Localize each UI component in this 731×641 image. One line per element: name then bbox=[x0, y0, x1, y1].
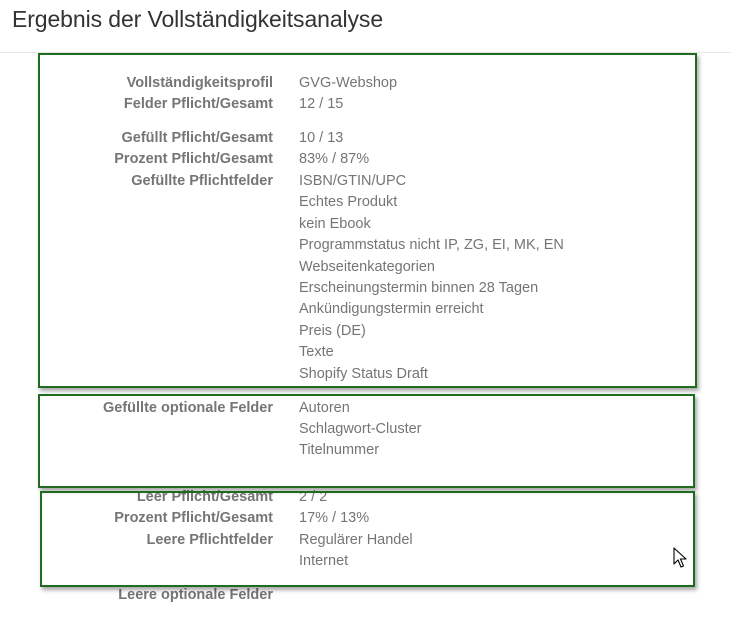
fields-value: 12 / 15 bbox=[299, 96, 344, 112]
title-divider bbox=[0, 52, 731, 53]
empty-required-list-row bbox=[0, 530, 731, 551]
filled-value: 10 / 13 bbox=[299, 130, 344, 146]
list-item bbox=[0, 551, 731, 572]
list-item bbox=[0, 321, 731, 342]
percent-row bbox=[0, 149, 731, 170]
list-item bbox=[0, 364, 731, 385]
empty-row bbox=[0, 487, 731, 508]
empty-label: Leer Pflicht/Gesamt bbox=[136, 489, 273, 505]
list-item bbox=[0, 257, 731, 278]
empty-percent-value: 17% / 13% bbox=[299, 510, 370, 526]
percent-label: Prozent Pflicht/Gesamt bbox=[114, 151, 273, 167]
empty-required-item: Internet bbox=[299, 553, 349, 569]
filled-optional-item: Autoren bbox=[299, 400, 350, 416]
empty-optional-list-label: Leere optionale Felder bbox=[118, 587, 273, 603]
filled-optional-list-row bbox=[0, 398, 731, 419]
fields-label: Felder Pflicht/Gesamt bbox=[123, 96, 273, 112]
filled-required-item: ISBN/GTIN/UPC bbox=[299, 173, 407, 189]
filled-required-item: Echtes Produkt bbox=[299, 194, 398, 210]
list-item bbox=[0, 192, 731, 213]
profile-label: Vollständigkeitsprofil bbox=[126, 75, 273, 91]
filled-optional-item: Titelnummer bbox=[299, 442, 380, 458]
page-title: Ergebnis der Vollständigkeitsanalyse bbox=[12, 6, 384, 32]
fields-row bbox=[0, 94, 731, 115]
filled-optional-item: Schlagwort-Cluster bbox=[299, 421, 422, 437]
filled-label: Gefüllt Pflicht/Gesamt bbox=[121, 130, 273, 146]
list-item bbox=[0, 278, 731, 299]
list-item bbox=[0, 440, 731, 461]
empty-required-item: Regulärer Handel bbox=[299, 532, 413, 548]
empty-value: 2 / 2 bbox=[299, 489, 328, 505]
filled-required-list-row bbox=[0, 171, 731, 192]
filled-required-item: Erscheinungstermin binnen 28 Tagen bbox=[299, 280, 539, 296]
list-item bbox=[0, 419, 731, 440]
percent-value: 83% / 87% bbox=[299, 151, 370, 167]
filled-required-item: Ankündigungstermin erreicht bbox=[299, 301, 484, 317]
filled-required-item: Preis (DE) bbox=[299, 323, 366, 339]
list-item bbox=[0, 299, 731, 320]
empty-percent-label: Prozent Pflicht/Gesamt bbox=[114, 510, 273, 526]
filled-row bbox=[0, 128, 731, 149]
empty-percent-row bbox=[0, 508, 731, 529]
filled-required-item: Texte bbox=[299, 344, 334, 360]
list-item bbox=[0, 214, 731, 235]
filled-required-item: Programmstatus nicht IP, ZG, EI, MK, EN bbox=[299, 237, 564, 253]
list-item bbox=[0, 235, 731, 256]
filled-required-item: Webseitenkategorien bbox=[299, 259, 435, 275]
profile-value: GVG-Webshop bbox=[299, 75, 398, 91]
filled-optional-list-label: Gefüllte optionale Felder bbox=[103, 400, 273, 416]
profile-row bbox=[0, 73, 731, 94]
filled-required-item: Shopify Status Draft bbox=[299, 366, 428, 382]
empty-required-list-label: Leere Pflichtfelder bbox=[146, 532, 273, 548]
mouse-pointer-icon bbox=[673, 547, 687, 569]
empty-optional-list-row bbox=[0, 585, 731, 606]
filled-required-list-label: Gefüllte Pflichtfelder bbox=[131, 173, 273, 189]
list-item bbox=[0, 342, 731, 363]
filled-required-item: kein Ebook bbox=[299, 216, 371, 232]
